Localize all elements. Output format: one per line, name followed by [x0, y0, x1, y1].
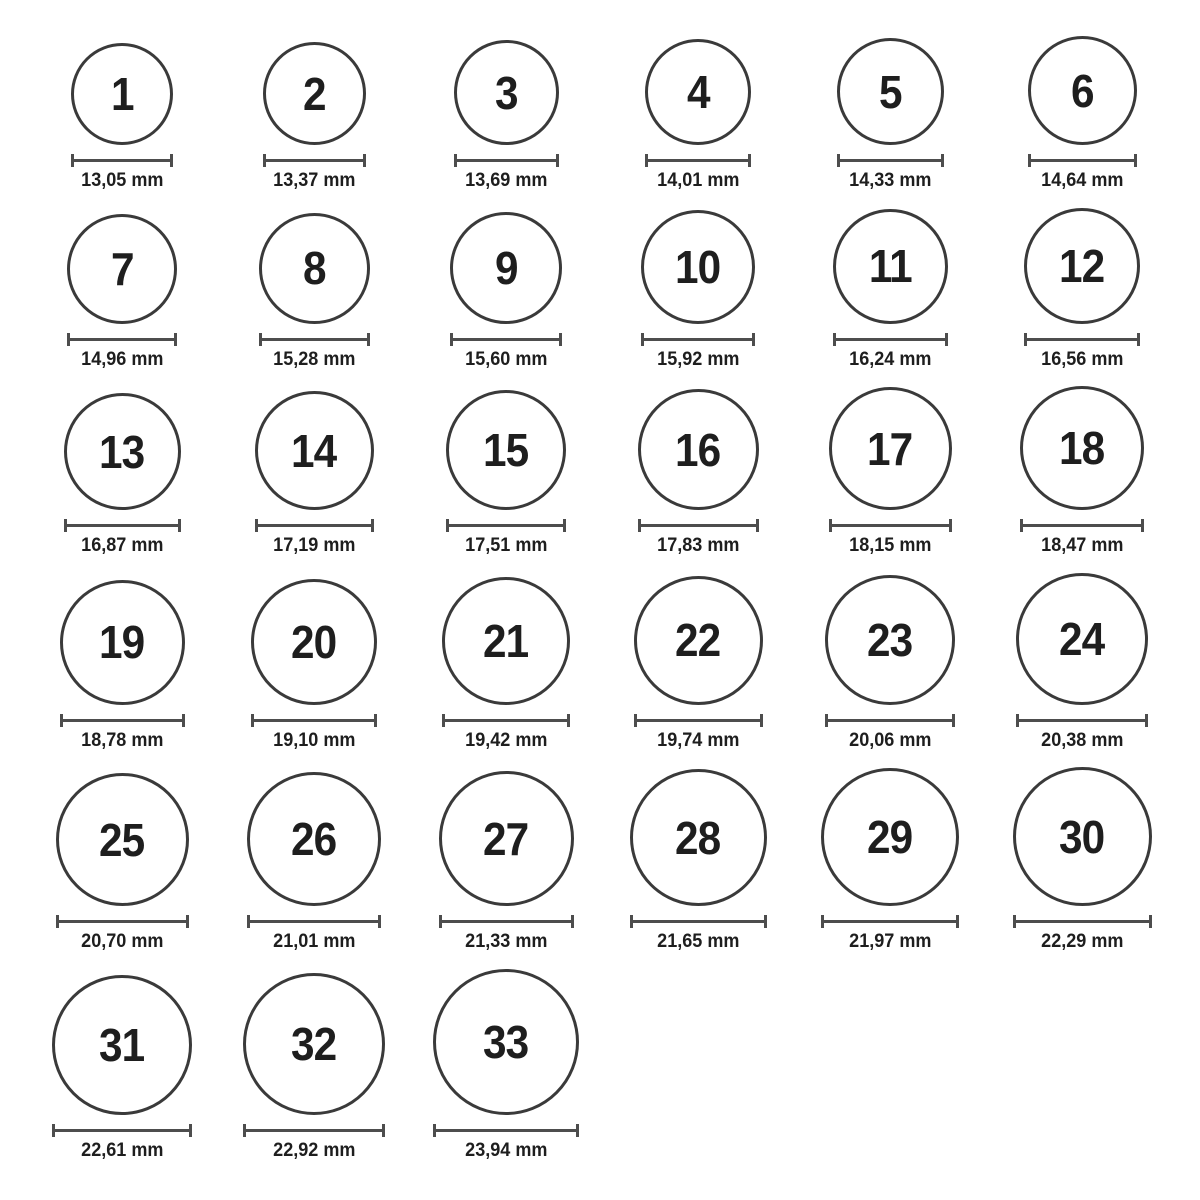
- ring-size-number: 29: [867, 811, 913, 864]
- ring-size-row: [26, 969, 1178, 1162]
- ring-size-number: 3: [494, 66, 518, 119]
- diameter-measure-line: [454, 154, 559, 167]
- ring-size-item: [259, 213, 370, 371]
- ring-circle: [837, 38, 944, 145]
- ring-circle: [442, 577, 570, 705]
- diameter-measure-line: [433, 1124, 579, 1137]
- ring-circle: [1028, 36, 1137, 145]
- ring-circle: [638, 389, 759, 510]
- ring-size-item: [1024, 208, 1140, 371]
- ring-size-number: 20: [291, 615, 337, 668]
- diameter-label: 23,94 mm: [464, 1139, 548, 1161]
- diameter-label: 16,87 mm: [80, 535, 164, 557]
- ring-size-number: 31: [99, 1018, 145, 1071]
- diameter-label: 17,83 mm: [656, 535, 740, 557]
- ring-size-item: [56, 773, 189, 953]
- diameter-measure-line: [263, 154, 366, 167]
- diameter-measure-line: [56, 915, 189, 928]
- diameter-label: 20,38 mm: [1040, 729, 1124, 751]
- ring-circle: [433, 969, 579, 1115]
- ring-circle: [1016, 573, 1148, 705]
- diameter-label: 14,64 mm: [1040, 170, 1124, 191]
- diameter-label: 18,15 mm: [848, 535, 932, 557]
- ring-size-item: [641, 210, 755, 371]
- diameter-measure-line: [52, 1124, 192, 1137]
- ring-size-row: [26, 208, 1178, 371]
- diameter-measure-line: [630, 915, 767, 928]
- ring-circle: [446, 390, 566, 510]
- diameter-measure-line: [64, 519, 181, 532]
- ring-size-number: 30: [1059, 810, 1105, 863]
- ring-size-number: 28: [675, 811, 721, 864]
- diameter-measure-line: [821, 915, 959, 928]
- ring-circle: [450, 212, 562, 324]
- diameter-label: 18,78 mm: [80, 729, 164, 751]
- diameter-label: 14,33 mm: [848, 170, 932, 191]
- ring-size-number: 24: [1059, 612, 1105, 665]
- ring-size-number: 25: [99, 813, 145, 866]
- ring-size-number: 19: [99, 616, 145, 669]
- diameter-measure-line: [450, 333, 562, 346]
- diameter-label: 13,37 mm: [272, 170, 356, 191]
- ring-size-number: 1: [110, 68, 134, 120]
- diameter-label: 19,10 mm: [272, 729, 356, 751]
- diameter-label: 20,06 mm: [848, 729, 932, 751]
- diameter-measure-line: [259, 333, 370, 346]
- ring-size-number: 6: [1070, 64, 1094, 117]
- ring-size-number: 10: [675, 240, 721, 293]
- ring-circle: [634, 576, 763, 705]
- ring-circle: [1020, 386, 1144, 510]
- ring-size-row: [26, 386, 1178, 557]
- ring-size-number: 8: [302, 242, 326, 295]
- ring-size-number: 22: [675, 614, 721, 667]
- ring-circle: [259, 213, 370, 324]
- diameter-measure-line: [1016, 714, 1148, 727]
- diameter-label: 15,60 mm: [464, 348, 548, 370]
- diameter-measure-line: [247, 915, 381, 928]
- diameter-measure-line: [833, 333, 948, 346]
- ring-size-number: 9: [494, 241, 518, 294]
- ring-circle: [56, 773, 189, 906]
- ring-size-number: 27: [483, 812, 529, 865]
- diameter-label: 21,97 mm: [848, 931, 932, 953]
- diameter-measure-line: [825, 714, 955, 727]
- ring-size-item: [645, 39, 751, 192]
- diameter-measure-line: [837, 154, 944, 167]
- ring-size-row: [26, 767, 1178, 953]
- ring-size-item: [1020, 386, 1144, 557]
- ring-size-number: 23: [867, 613, 913, 666]
- ring-circle: [255, 391, 374, 510]
- ring-circle: [71, 43, 173, 145]
- ring-circle: [630, 769, 767, 906]
- ring-size-number: 7: [110, 242, 134, 295]
- ring-circle: [833, 209, 948, 324]
- ring-circle: [60, 580, 185, 705]
- ring-circle: [641, 210, 755, 324]
- ring-size-item: [821, 768, 959, 953]
- ring-size-item: [251, 579, 377, 752]
- ring-size-item: [630, 769, 767, 953]
- diameter-measure-line: [243, 1124, 385, 1137]
- ring-size-item: [247, 772, 381, 953]
- diameter-label: 14,01 mm: [656, 170, 740, 191]
- diameter-label: 15,92 mm: [656, 348, 740, 370]
- ring-size-number: 5: [878, 65, 902, 118]
- ring-size-item: [52, 975, 192, 1162]
- diameter-label: 16,56 mm: [1040, 348, 1124, 370]
- diameter-measure-line: [1020, 519, 1144, 532]
- ring-size-item: [837, 38, 944, 192]
- ring-size-item: [64, 393, 181, 557]
- diameter-measure-line: [641, 333, 755, 346]
- ring-circle: [247, 772, 381, 906]
- ring-size-item: [442, 577, 570, 752]
- ring-circle: [821, 768, 959, 906]
- ring-circle: [825, 575, 955, 705]
- diameter-label: 22,29 mm: [1040, 931, 1124, 953]
- ring-circle: [645, 39, 751, 145]
- ring-circle: [1024, 208, 1140, 324]
- ring-size-item: [433, 969, 579, 1162]
- ring-size-item: [634, 576, 763, 752]
- ring-size-number: 18: [1059, 422, 1105, 475]
- ring-circle: [829, 387, 952, 510]
- diameter-label: 21,33 mm: [464, 931, 548, 953]
- diameter-measure-line: [645, 154, 751, 167]
- diameter-label: 20,70 mm: [80, 931, 164, 953]
- ring-size-number: 17: [867, 422, 913, 475]
- ring-size-item: [67, 214, 177, 371]
- ring-circle: [52, 975, 192, 1115]
- ring-size-number: 21: [483, 614, 529, 667]
- ring-size-item: [829, 387, 952, 557]
- ring-size-item: [833, 209, 948, 371]
- ring-size-number: 15: [483, 424, 529, 477]
- diameter-measure-line: [71, 154, 173, 167]
- ring-circle: [1013, 767, 1152, 906]
- diameter-label: 17,19 mm: [272, 535, 356, 557]
- diameter-measure-line: [67, 333, 177, 346]
- diameter-measure-line: [251, 714, 377, 727]
- diameter-measure-line: [439, 915, 574, 928]
- ring-size-number: 14: [291, 424, 337, 477]
- ring-size-item: [638, 389, 759, 557]
- diameter-label: 16,24 mm: [848, 348, 932, 370]
- ring-circle: [251, 579, 377, 705]
- ring-size-item: [450, 212, 562, 371]
- diameter-label: 21,65 mm: [656, 931, 740, 953]
- ring-size-item: [454, 40, 559, 192]
- ring-size-item: [71, 43, 173, 192]
- diameter-label: 22,92 mm: [272, 1139, 356, 1161]
- ring-size-number: 11: [868, 240, 912, 293]
- diameter-measure-line: [60, 714, 185, 727]
- diameter-label: 19,74 mm: [656, 729, 740, 751]
- ring-size-item: [446, 390, 566, 557]
- diameter-label: 15,28 mm: [272, 348, 356, 370]
- ring-size-number: 12: [1059, 239, 1105, 292]
- diameter-measure-line: [829, 519, 952, 532]
- ring-size-number: 32: [291, 1017, 337, 1070]
- diameter-label: 18,47 mm: [1040, 535, 1124, 557]
- ring-size-row: [26, 36, 1178, 192]
- diameter-measure-line: [638, 519, 759, 532]
- ring-circle: [454, 40, 559, 145]
- diameter-label: 19,42 mm: [464, 729, 548, 751]
- ring-size-number: 26: [291, 813, 337, 866]
- ring-size-item: [60, 580, 185, 752]
- ring-size-number: 16: [675, 423, 721, 476]
- diameter-label: 17,51 mm: [464, 535, 548, 557]
- diameter-measure-line: [446, 519, 566, 532]
- diameter-label: 13,69 mm: [464, 170, 548, 191]
- diameter-label: 14,96 mm: [80, 348, 164, 370]
- ring-circle: [243, 973, 385, 1115]
- diameter-label: 22,61 mm: [80, 1139, 164, 1161]
- ring-circle: [64, 393, 181, 510]
- diameter-label: 21,01 mm: [272, 931, 356, 953]
- diameter-measure-line: [1013, 915, 1152, 928]
- ring-circle: [67, 214, 177, 324]
- ring-size-item: [243, 973, 385, 1162]
- ring-size-item: [825, 575, 955, 752]
- ring-circle: [263, 42, 366, 145]
- diameter-measure-line: [442, 714, 570, 727]
- ring-size-item: [1013, 767, 1152, 953]
- ring-size-row: [26, 573, 1178, 752]
- ring-size-number: 2: [302, 67, 326, 120]
- ring-circle: [439, 771, 574, 906]
- diameter-measure-line: [1024, 333, 1140, 346]
- ring-size-item: [1016, 573, 1148, 752]
- ring-size-number: 4: [686, 66, 710, 118]
- ring-size-item: [439, 771, 574, 953]
- diameter-label: 13,05 mm: [80, 170, 164, 191]
- ring-size-number: 13: [99, 425, 145, 478]
- diameter-measure-line: [1028, 154, 1137, 167]
- ring-size-item: [255, 391, 374, 557]
- diameter-measure-line: [255, 519, 374, 532]
- ring-size-item: [1028, 36, 1137, 192]
- ring-size-item: [263, 42, 366, 192]
- ring-size-number: 33: [483, 1015, 529, 1068]
- diameter-measure-line: [634, 714, 763, 727]
